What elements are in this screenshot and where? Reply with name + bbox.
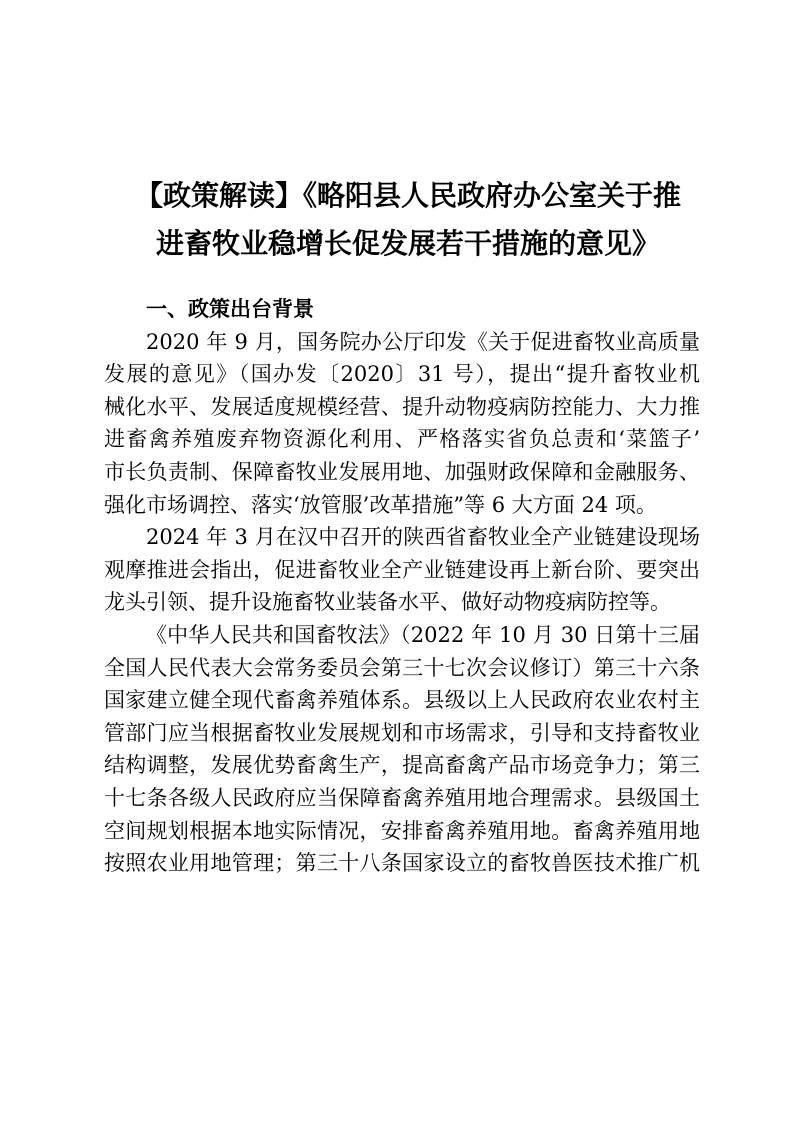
paragraph-2 bbox=[104, 521, 700, 619]
paragraph-line: 市长负责制、保障畜牧业发展用地、加强财政保障和金融服务、 bbox=[104, 459, 700, 484]
paragraph-line: 《中华人民共和国畜牧法》（2022 年 10 月 30 日第十三届 bbox=[146, 622, 700, 647]
paragraph-line: 结构调整，发展优势畜禽生产，提高畜禽产品市场竞争力；第三 bbox=[104, 753, 700, 778]
paragraph-line: 管部门应当根据畜牧业发展规划和市场需求，引导和支持畜牧业 bbox=[104, 720, 700, 745]
paragraph-line: 国家建立健全现代畜禽养殖体系。县级以上人民政府农业农村主 bbox=[104, 688, 700, 713]
paragraph-line: 械化水平、发展适度规模经营、提升动物疫病防控能力、大力推 bbox=[104, 394, 700, 419]
paragraph-line: 龙头引领、提升设施畜牧业装备水平、做好动物疫病防控等。 bbox=[104, 590, 671, 615]
document-body bbox=[104, 293, 700, 880]
paragraph-line: 进畜禽养殖废弃物资源化利用、严格落实省负总责和‘菜篮子’ bbox=[104, 427, 700, 452]
paragraph-line: 2024 年 3 月在汉中召开的陕西省畜牧业全产业链建设现场 bbox=[146, 525, 700, 550]
paragraph-line: 观摩推进会指出，促进畜牧业全产业链建设再上新台阶、要突出 bbox=[104, 557, 700, 582]
paragraph-line: 空间规划根据本地实际情况，安排畜禽养殖用地。畜禽养殖用地 bbox=[104, 818, 700, 843]
paragraph-line: 按照农业用地管理；第三十八条国家设立的畜牧兽医技术推广机 bbox=[104, 851, 700, 876]
paragraph-3 bbox=[104, 619, 700, 880]
paragraph-line: 强化市场调控、落实‘放管服’改革措施”等 6 大方面 24 项。 bbox=[104, 492, 657, 517]
paragraph-line: 全国人民代表大会常务委员会第三十七次会议修订）第三十六条 bbox=[104, 655, 700, 680]
paragraph-line: 十七条各级人民政府应当保障畜禽养殖用地合理需求。县级国土 bbox=[104, 785, 700, 810]
paragraph-line: 2020 年 9 月，国务院办公厅印发《关于促进畜牧业高质量 bbox=[146, 329, 700, 354]
section-heading: 一、政策出台背景 bbox=[146, 297, 314, 321]
paragraph-1 bbox=[104, 326, 700, 522]
paragraph-line: 发展的意见》（国办发〔2020〕31 号），提出“提升畜牧业机 bbox=[104, 362, 700, 387]
document-title bbox=[118, 172, 698, 268]
title-line-1: 【政策解读】《略阳县人民政府办公室关于推 bbox=[134, 179, 681, 212]
title-line-2: 进畜牧业稳增长促发展若干措施的意见》 bbox=[155, 227, 660, 260]
